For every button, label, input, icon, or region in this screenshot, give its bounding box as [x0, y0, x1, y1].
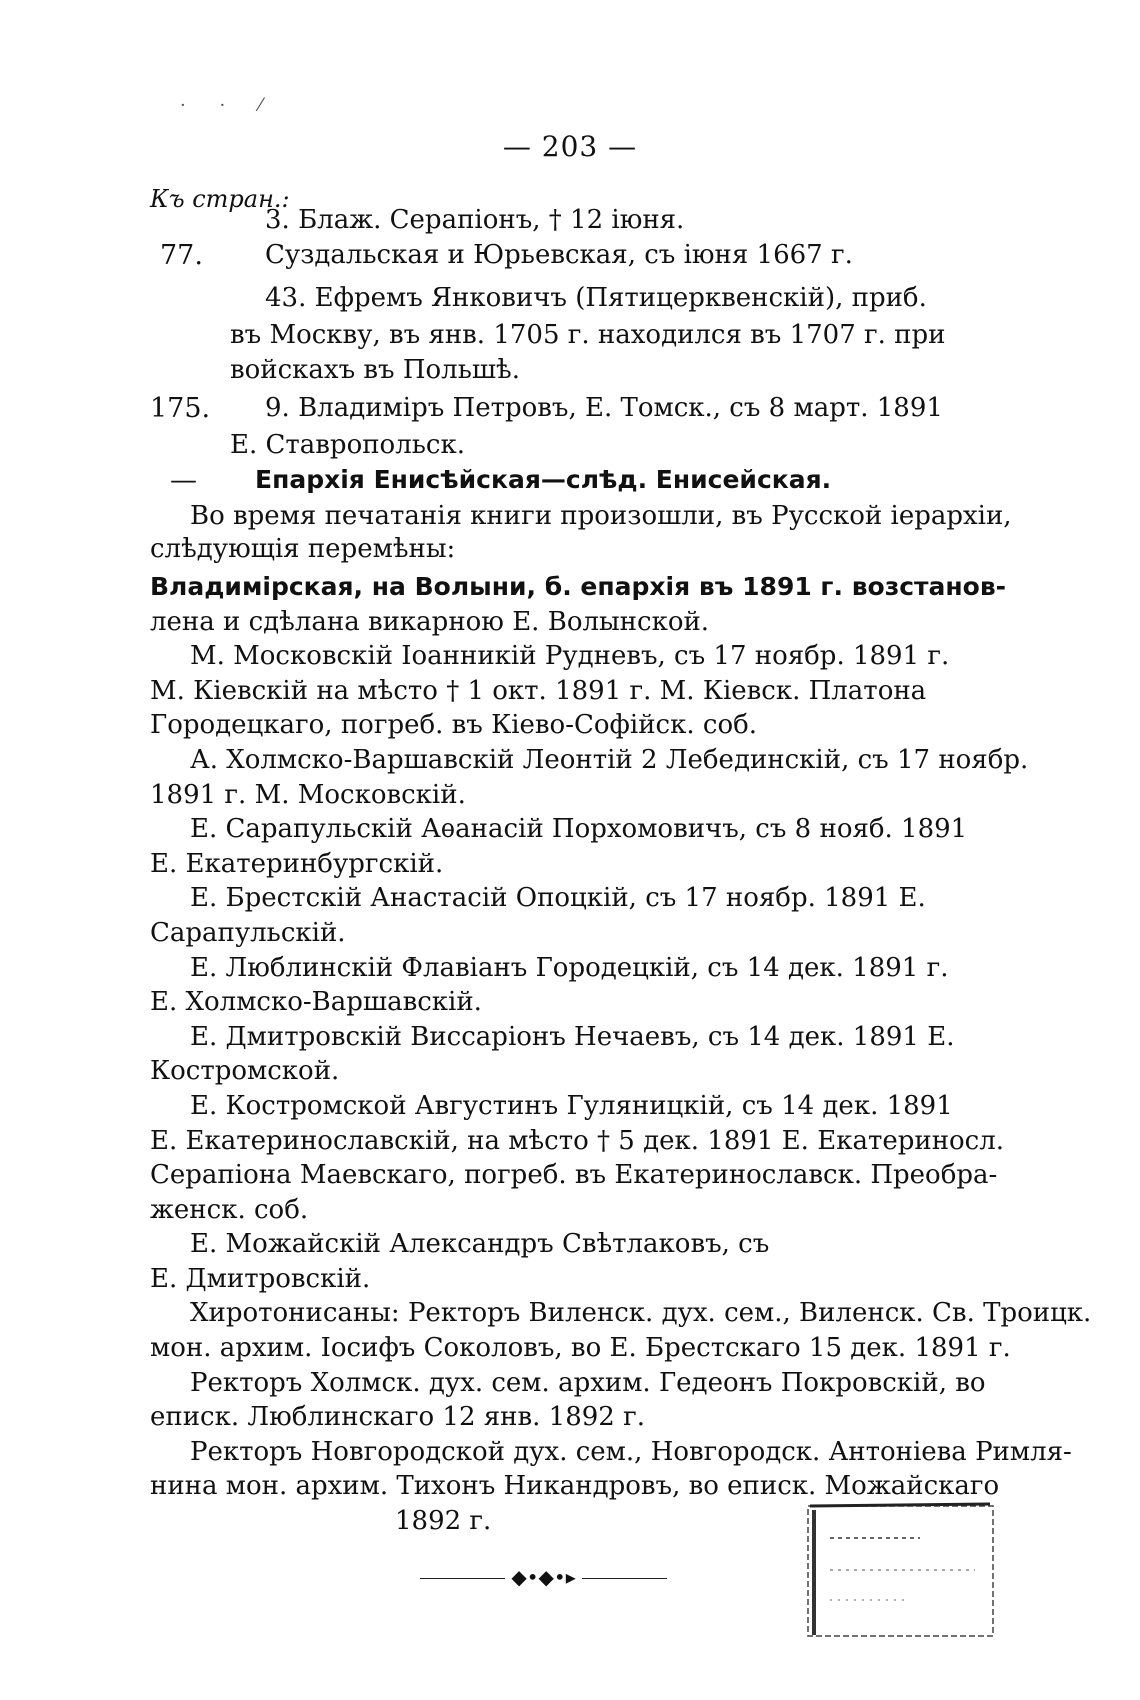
ornament-rule-left [420, 1578, 505, 1579]
body-line: М. Московскій Іоанникій Рудневъ, съ 17 ноябр. 1891 г. [190, 641, 950, 672]
body-line: Е. Можайскій Александръ Свѣтлаковъ, съ [190, 1229, 770, 1260]
body-line: лена и сдѣлана викарною Е. Волынской. [150, 606, 710, 637]
body-line: Е. Дмитровскій Виссаріонъ Нечаевъ, съ 14 дек. 1891 Е. [190, 1021, 955, 1052]
reference-label: Къ стран.: [150, 185, 290, 213]
body-line: А. Холмско-Варшавскій Леонтій 2 Лебединскій, съ 17 ноябр. [190, 744, 1029, 775]
entry-line: 43. Ефремъ Янковичъ (Пятицерквенскій), приб. [265, 283, 927, 313]
body-line: Е. Холмско-Варшавскій. [150, 987, 482, 1018]
body-line: Е. Екатеринбургскій. [150, 848, 444, 879]
body-line: нина мон. архим. Тихонъ Никандровъ, во еписк. Можайскаго [150, 1471, 1000, 1502]
body-line: Е. Люблинскій Флавіанъ Городецкій, съ 14 дек. 1891 г. [190, 952, 949, 983]
entry-dash: — [170, 465, 197, 496]
body-line: Е. Брестскій Анастасій Опоцкій, съ 17 ноябр. 1891 Е. [190, 883, 926, 914]
intro-paragraph [150, 500, 1012, 566]
ornament-rule-right [582, 1578, 667, 1579]
body-line: Е. Костромской Августинъ Гуляницкій, съ 14 дек. 1891 [190, 1090, 953, 1121]
body-line: Хиротонисаны: Ректоръ Виленск. дух. сем., Виленск. Св. Троицк. [190, 1298, 1092, 1329]
entry-line: Суздальская и Юрьевская, съ іюня 1667 г. [265, 240, 853, 270]
body-line: Городецкаго, погреб. въ Кіево-Софійск. соб. [150, 710, 758, 741]
entry-line: Епархія Енисѣйская—слѣд. Енисейская. [255, 465, 832, 494]
entry-page-ref: 77. [160, 240, 203, 271]
ornament-divider [420, 1565, 667, 1589]
body-line: Е. Сарапульскій Аѳанасій Порхомовичъ, съ 8 нояб. 1891 [190, 814, 968, 845]
intro-line: слѣдующія перемѣны: [150, 534, 456, 564]
entry-line: войскахъ въ Польшѣ. [230, 355, 520, 385]
entry-line: 9. Владиміръ Петровъ, Е. Томск., съ 8 март. 1891 [265, 393, 943, 423]
body-line: 1892 г. [395, 1506, 492, 1537]
body-line: Е. Дмитровскій. [150, 1263, 371, 1294]
entry-line: въ Москву, въ янв. 1705 г. находился въ 1707 г. при [230, 320, 946, 350]
body-line: Е. Екатеринославскій, на мѣсто † 5 дек. 1891 Е. Екатериносл. [150, 1125, 1005, 1156]
page-number: — 203 — [502, 130, 638, 163]
body-line: Владимірская, на Волыни, б. епархія въ 1891 г. возстанов- [150, 572, 1007, 601]
body-line: Ректоръ Новгородской дух. сем., Новгородск. Антоніева Римля- [190, 1436, 1072, 1467]
changes-list [150, 570, 1092, 1539]
ornament-glyphs: ◆•◆•▸ [511, 1565, 576, 1589]
body-line: еписк. Люблинскаго 12 янв. 1892 г. [150, 1402, 645, 1433]
entry-line: Е. Ставропольск. [230, 430, 465, 460]
body-line: женск. соб. [150, 1194, 309, 1225]
body-line: М. Кіевскій на мѣсто † 1 окт. 1891 г. М. Кіевск. Платона [150, 675, 927, 706]
body-line: Сарапульскій. [150, 917, 346, 948]
intro-line: Во время печатанія книги произошли, въ Русской іерархіи, [190, 501, 1012, 531]
library-stamp [800, 1500, 1000, 1640]
body-line: 1891 г. М. Московскій. [150, 779, 466, 810]
ink-specks: · · ⁄ [180, 95, 276, 116]
body-line: Ректоръ Холмск. дух. сем. архим. Гедеонъ Покровскій, во [190, 1367, 986, 1398]
body-line: Костромской. [150, 1056, 340, 1087]
entry-page-ref: 175. [150, 393, 211, 424]
body-line: Серапіона Маевскаго, погреб. въ Екатеринославск. Преобра- [150, 1160, 998, 1191]
body-line: мон. архим. Іосифъ Соколовъ, во Е. Брестскаго 15 дек. 1891 г. [150, 1333, 1011, 1364]
entry-line: 3. Блаж. Серапіонъ, † 12 іюня. [265, 205, 685, 235]
